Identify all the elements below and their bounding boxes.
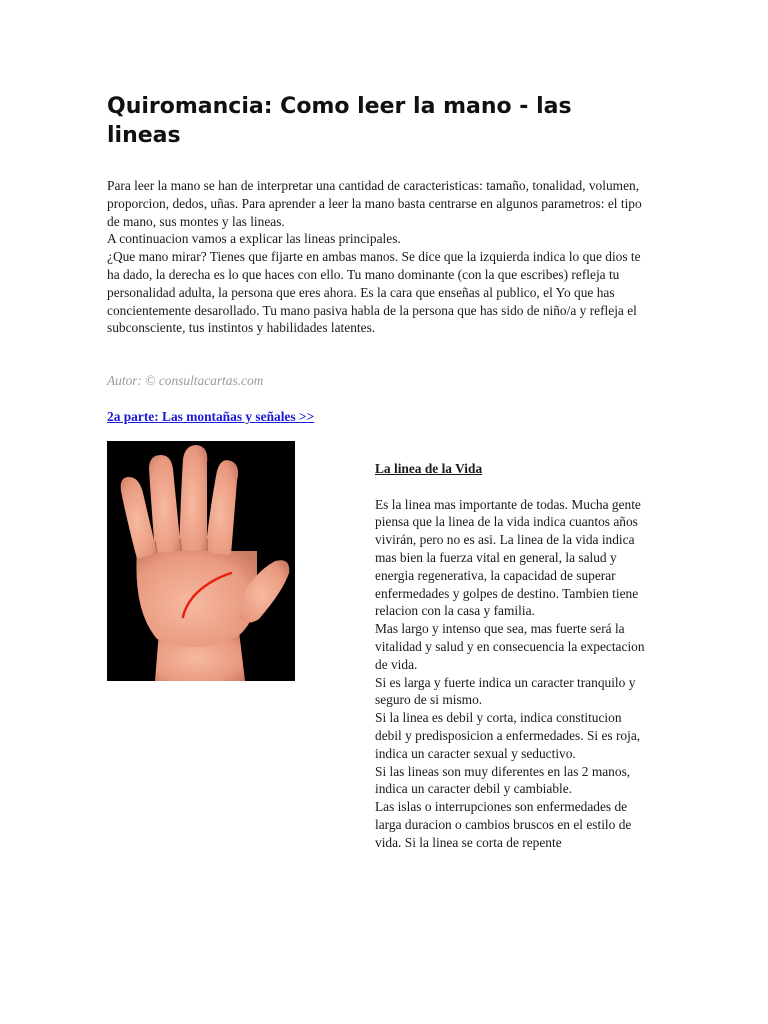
intro-paragraph: Para leer la mano se han de interpretar una cantidad de caracteristicas: tamaño, tonalidad, volumen, proporcion, dedos, uñas. Para aprender a leer la mano basta centrarse en algunos parametros: el tipo de mano, sus montes y las lineas. [107, 178, 642, 229]
hand-illustration [107, 441, 295, 681]
next-part-link[interactable]: 2a parte: Las montañas y señales >> [107, 409, 315, 424]
section-paragraph: Es la linea mas importante de todas. Mucha gente piensa que la linea de la vida indica cuantos años vivirán, pero no es asi. La linea de la vida indica mas bien la fuerza vital en general, la salud y energia regenerativa, la capacidad de superar enfermedades y golpes de destino. Tambien tiene relacion con la casa y familia. [375, 496, 641, 619]
section-paragraph: Si las lineas son muy diferentes en las 2 manos, indica un caracter debil y cambiable. [375, 763, 631, 797]
author-credit: Autor: © consultacartas.com [107, 373, 264, 388]
life-line-section [375, 460, 647, 852]
section-paragraph: Las islas o interrupciones son enfermedades de larga duracion o cambios bruscos en el estilo de vida. Si la linea se corta de repente [375, 799, 632, 850]
palm-hand-image [107, 441, 295, 681]
page-title: Quiromancia: Como leer la mano - las lineas [107, 94, 572, 148]
intro-text [107, 177, 647, 337]
section-heading: La linea de la Vida [375, 461, 483, 476]
intro-paragraph: A continuacion vamos a explicar las lineas principales. [107, 231, 401, 247]
section-paragraph: Si la linea es debil y corta, indica constitucion debil y predisposicion a enfermedades. Si es roja, indica un caracter sexual y seductivo. [375, 710, 641, 761]
section-paragraph: Si es larga y fuerte indica un caracter tranquilo y seguro de si mismo. [375, 674, 636, 708]
section-paragraph: Mas largo y intenso que sea, mas fuerte será la vitalidad y salud y en consecuencia la expectacion de vida. [375, 621, 645, 672]
intro-paragraph: ¿Que mano mirar? Tienes que fijarte en ambas manos. Se dice que la izquierda indica lo que dios te ha dado, la derecha es lo que haces con ello. Tu mano dominante (con la que escribes) refleja tu personalidad adulta, la persona que eres ahora. Es la cara que enseñas al publico, el Yo que has concientemente desarollado. Tu mano pasiva habla de la persona que has sido de niño/a y refleja el subconsciente, tus instintos y habilidades latentes. [107, 249, 641, 336]
